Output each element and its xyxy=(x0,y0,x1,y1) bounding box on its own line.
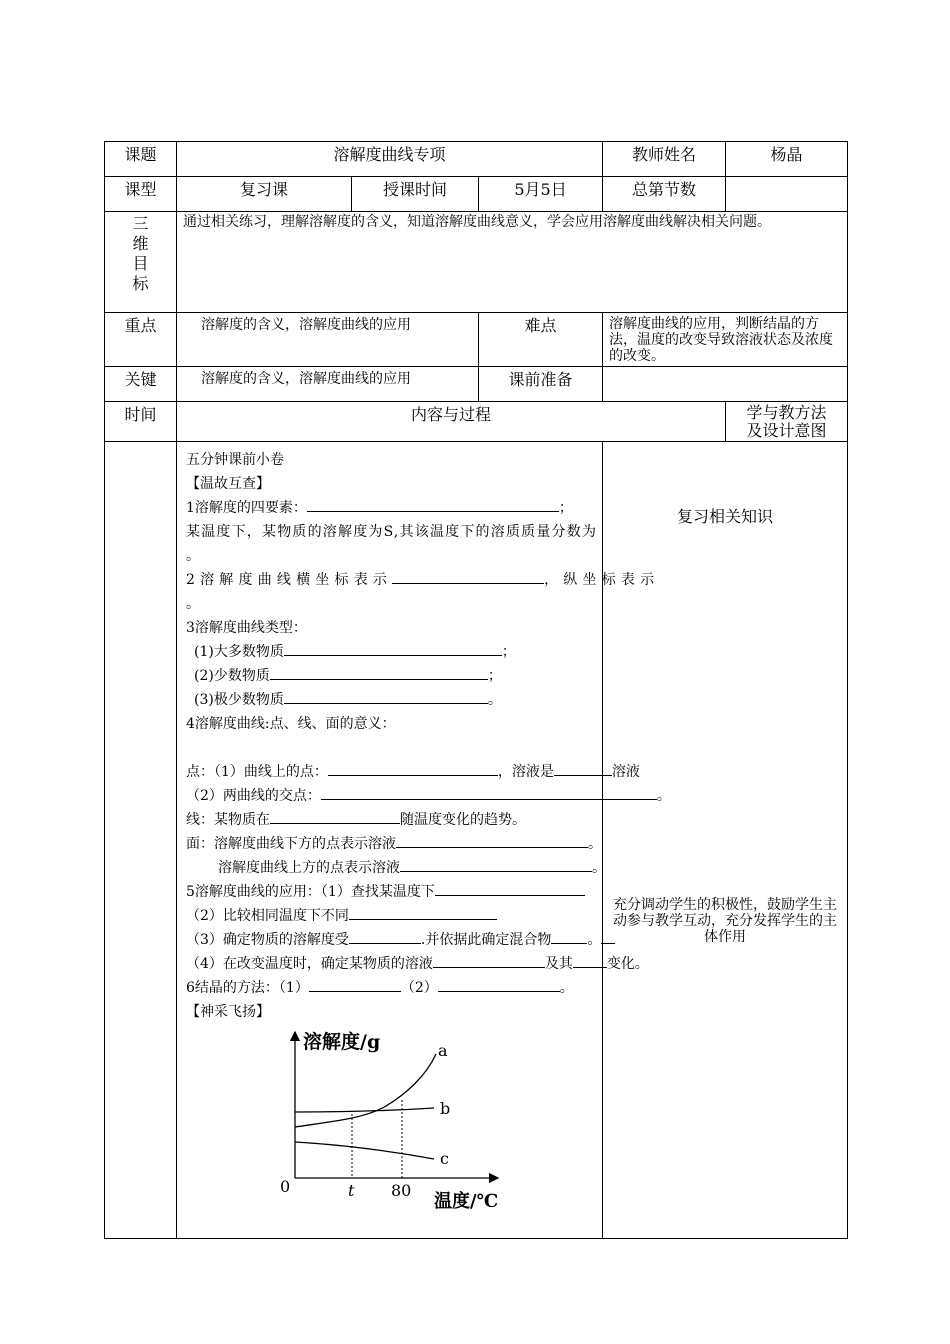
q1b: 某温度下，某物质的溶解度为S,其该温度下的溶质质量分数为 xyxy=(186,524,598,540)
tick-t: t xyxy=(348,1181,355,1200)
method-cell xyxy=(603,442,848,1239)
series-label-a: a xyxy=(438,1041,448,1060)
surface-2: 溶解度曲线上方的点表示溶液 。 xyxy=(186,856,594,880)
total-label: 总第节数 xyxy=(603,177,726,212)
spacer xyxy=(186,736,594,760)
blank[interactable] xyxy=(349,905,497,920)
q5-2: （2）比较相同温度下不同 xyxy=(186,904,594,928)
blank[interactable] xyxy=(551,929,587,944)
q3-1: (1)大多数物质 ； xyxy=(186,640,594,664)
surface-1: 面：溶解度曲线下方的点表示溶液 。 xyxy=(186,832,594,856)
origin-label: 0 xyxy=(280,1177,291,1196)
q2-end: 。 xyxy=(186,596,200,612)
teacher-label: 教师姓名 xyxy=(603,142,726,177)
q5-3: （3）确定物质的溶解度受 .并依据此确定混合物 。 xyxy=(186,928,594,952)
blank[interactable] xyxy=(438,977,560,992)
x-axis-label: 温度/℃ xyxy=(434,1191,499,1212)
hard-text: 溶解度曲线的应用，判断结晶的方法，温度的改变导致溶液状态及浓度的改变。 xyxy=(603,313,848,367)
row-goals xyxy=(105,212,848,313)
total-value xyxy=(726,177,848,212)
time-label: 授课时间 xyxy=(352,177,479,212)
subject-label: 课题 xyxy=(105,142,177,177)
blank[interactable] xyxy=(396,833,588,848)
section-challenge: 【神采飞扬】 xyxy=(186,1004,270,1020)
hard-label: 难点 xyxy=(479,313,603,367)
crux-text: 溶解度的含义，溶解度曲线的应用 xyxy=(177,367,479,402)
blank[interactable] xyxy=(328,761,498,776)
method-col-label: 学与教方法 及设计意图 xyxy=(726,402,848,442)
time-cell xyxy=(105,442,177,1239)
content-cell xyxy=(177,442,671,1239)
lesson-table xyxy=(104,141,848,1239)
blank[interactable] xyxy=(433,953,545,968)
curve-b xyxy=(295,1108,434,1112)
blank[interactable] xyxy=(284,641,502,656)
note-review: 复习相关知识 xyxy=(677,507,774,526)
key-label: 重点 xyxy=(105,313,177,367)
content-col-label: 内容与过程 xyxy=(177,402,726,442)
lesson-plan xyxy=(104,141,847,1239)
q4: 4溶解度曲线:点、线、面的意义： xyxy=(186,716,396,732)
blank[interactable] xyxy=(349,929,421,944)
series-label-c: c xyxy=(440,1149,449,1168)
tick-80: 80 xyxy=(391,1181,412,1200)
section-review: 【温故互查】 xyxy=(186,476,270,492)
y-axis-label: 溶解度/g xyxy=(303,1031,381,1053)
row-keypoints xyxy=(105,313,848,367)
curve-c xyxy=(295,1142,434,1159)
goal-text: 通过相关练习，理解溶解度的含义，知道溶解度曲线意义，学会应用溶解度曲线解决相关问题。 xyxy=(177,212,848,313)
curve-a xyxy=(295,1054,436,1127)
blank[interactable] xyxy=(307,497,559,512)
q6: 6结晶的方法：（1） （2） 。 xyxy=(186,976,594,1000)
row-header xyxy=(105,402,848,442)
blank[interactable] xyxy=(309,977,401,992)
prep-value xyxy=(603,367,848,402)
type-value: 复习课 xyxy=(177,177,352,212)
key-text: 溶解度的含义，溶解度曲线的应用 xyxy=(177,313,479,367)
q3: 3溶解度曲线类型： xyxy=(186,620,307,636)
row-type xyxy=(105,177,848,212)
note-engagement: 充分调动学生的积极性，鼓励学生主动参与教学互动，充分发挥学生的主体作用 xyxy=(613,897,838,945)
prep-label: 课前准备 xyxy=(479,367,603,402)
blank[interactable] xyxy=(392,569,544,584)
series-label-b: b xyxy=(440,1099,451,1118)
solubility-chart xyxy=(276,1026,536,1212)
subject-value: 溶解度曲线专项 xyxy=(177,142,603,177)
point-1: 点：（1）曲线上的点： ，溶液是 溶液 xyxy=(186,760,594,784)
goal-label: 三 维 目 标 xyxy=(105,212,177,313)
crux-label: 关键 xyxy=(105,367,177,402)
blank[interactable] xyxy=(270,809,400,824)
content-title: 五分钟课前小卷 xyxy=(186,452,284,468)
time-col-label: 时间 xyxy=(105,402,177,442)
type-label: 课型 xyxy=(105,177,177,212)
teacher-value: 杨晶 xyxy=(726,142,848,177)
line-meaning: 线：某物质在 随温度变化的趋势。 xyxy=(186,808,594,832)
row-crux xyxy=(105,367,848,402)
q1b-end: 。 xyxy=(186,548,200,564)
blank[interactable] xyxy=(435,881,585,896)
q3-2: (2)少数物质 ； xyxy=(186,664,594,688)
blank[interactable] xyxy=(284,689,488,704)
q2: 2溶解度曲线横坐标表示 ，纵坐标表示 xyxy=(186,568,594,592)
row-subject xyxy=(105,142,848,177)
q1a: 1溶解度的四要素： ； xyxy=(186,496,594,520)
blank[interactable] xyxy=(270,665,488,680)
time-value: 5月5日 xyxy=(479,177,603,212)
point-2: （2）两曲线的交点： 。 xyxy=(186,784,594,808)
row-content xyxy=(105,442,848,1239)
q5: 5溶解度曲线的应用：（1）查找某温度下 xyxy=(186,880,594,904)
q3-3: (3)极少数物质 。 xyxy=(186,688,594,712)
blank[interactable] xyxy=(400,857,592,872)
q5-4: （4）在改变温度时，确定某物质的溶液 及其 变化。 xyxy=(186,952,594,976)
